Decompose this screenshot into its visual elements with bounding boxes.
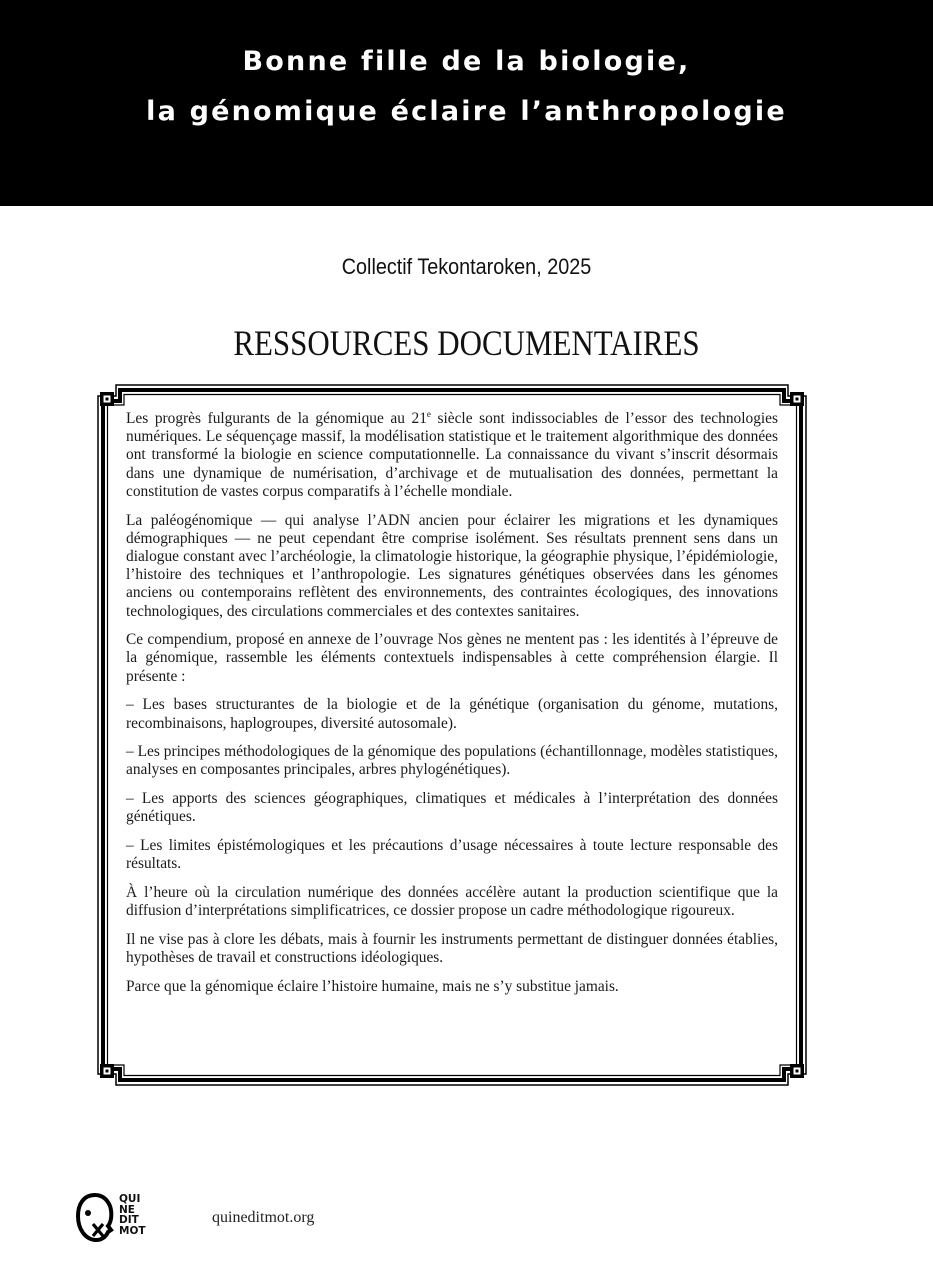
author-line: Collectif Tekontaroken, 2025 [341,254,592,279]
corner-ornament-top-left [100,392,114,406]
superscript-e: e [426,409,431,419]
paragraph-closing: Parce que la génomique éclaire l’histoire humaine, mais ne s’y substitue jamais. [126,977,619,995]
title-banner [0,0,933,206]
list-item: – Les apports des sciences géographiques, climatiques et médicales à l’interprétation des données génétiques. [126,790,778,826]
corner-ornament-bottom-right [790,1064,804,1078]
paragraph-context: À l’heure où la circulation numérique des données accélère autant la production scientifique que la diffusion d’interprétations simplificatrices, ce dossier propose un cadre méthodologique rigoureux. [126,883,778,920]
corner-ornament-bottom-left [100,1064,114,1078]
paragraph-paleogenomics: La paléogénomique — qui analyse l’ADN ancien pour éclairer les migrations et les dynamiques démographiques — ne peut cependant être comprise isolément. Ses résultats prennent sens dans un dialogue constant avec l’archéologie, la climatologie historique, la géographie physique, l’épidémiologie, l’histoire des techniques et l’anthropologie. Les signatures génétiques observées dans les génomes anciens ou contemporains reflètent des environnements, des contraintes écologiques, des innovations technologiques, des circulations commerciales et des contextes sanitaires. [126,511,778,620]
paragraph-intro: Les progrès fulgurants de la génomique au 21e siècle sont indissociables de l’essor des technologies numériques. Le séquençage massif, la modélisation statistique et le traitement algorithmique des données ont transformé la biologie en science computationnelle. La connaissance du vivant s’inscrit désormais dans une dynamique de numérisation, d’archivage et de mutualisation des données, permettant la constitution de vastes corpus comparatifs à l’échelle mondiale. [126,409,778,500]
face-x-icon [75,1192,115,1244]
section-title: RESSOURCES DOCUMENTAIRES [233,323,700,363]
paragraph-compendium: Ce compendium, proposé en annexe de l’ouvrage Nos gènes ne mentent pas : les identités à l’épreuve de la génomique, rassemble les éléments contextuels indispensables à cette compréhension élargie. Il présente : [126,631,778,685]
website-link[interactable]: quineditmot.org [212,1209,315,1226]
list-item: – Les limites épistémologiques et les précautions d’usage nécessaires à toute lecture responsable des résultats. [126,837,778,873]
publisher-logo [75,1192,155,1244]
logo-wordmark: QUI NE DIT MOT [119,1193,146,1237]
paragraph-aim: Il ne vise pas à clore les débats, mais à fournir les instruments permettant de distinguer données établies, hypothèses de travail et constructions idéologiques. [126,930,778,967]
title-line-2: la génomique éclaire l’anthropologie [146,96,787,127]
body-text [126,410,778,1006]
corner-ornament-top-right [790,392,804,406]
title-line-1: Bonne fille de la biologie, [242,46,691,77]
list-item: – Les bases structurantes de la biologie et de la génétique (organisation du génome, mutations, recombinaisons, haplogroupes, diversité autosomale). [126,696,778,732]
list-item: – Les principes méthodologiques de la génomique des populations (échantillonnage, modèles statistiques, analyses en composantes principales, arbres phylogénétiques). [126,743,778,779]
